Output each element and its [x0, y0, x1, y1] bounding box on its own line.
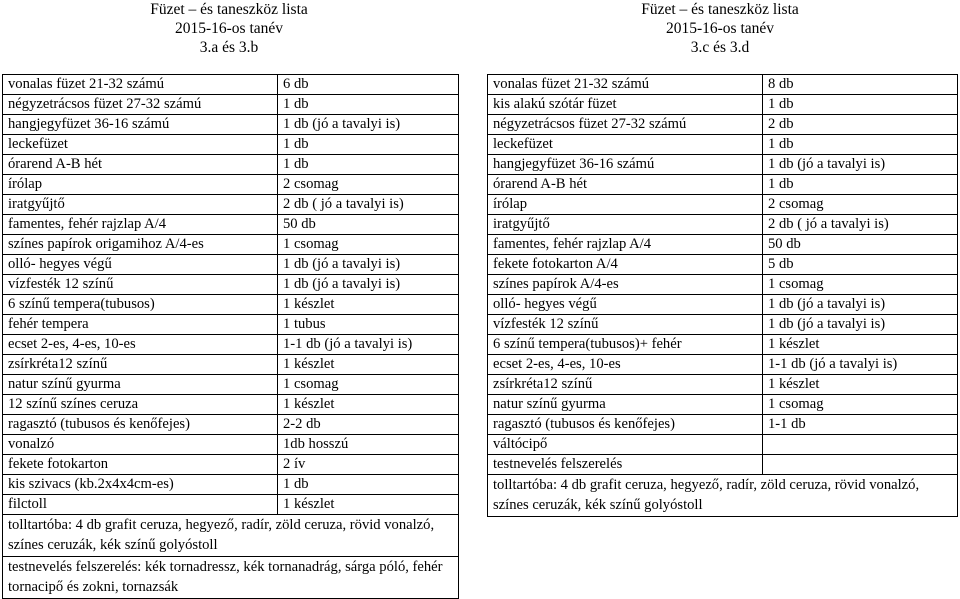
table-row — [3, 335, 459, 355]
table-row — [488, 235, 958, 255]
item-quantity: 1 készlet — [278, 295, 459, 315]
item-quantity: 1 db — [278, 475, 459, 495]
item-quantity: 1 db (jó a tavalyi is) — [278, 115, 459, 135]
item-quantity: 50 db — [763, 235, 958, 255]
note-row — [488, 475, 958, 517]
item-quantity: 6 db — [278, 75, 459, 95]
note-row — [3, 515, 459, 557]
table-row — [488, 375, 958, 395]
item-name: vonalas füzet 21-32 számú — [3, 75, 278, 95]
item-name: famentes, fehér rajzlap A/4 — [488, 235, 763, 255]
item-quantity: 1 db — [763, 175, 958, 195]
item-name: váltócipő — [488, 435, 763, 455]
table-row — [488, 355, 958, 375]
item-name: ragasztó (tubusos és kenőfejes) — [3, 415, 278, 435]
item-name: natur színű gyurma — [3, 375, 278, 395]
table-row — [3, 275, 459, 295]
item-quantity: 8 db — [763, 75, 958, 95]
item-name: ecset 2-es, 4-es, 10-es — [488, 355, 763, 375]
item-name: iratgyűjtő — [3, 195, 278, 215]
table-row — [3, 375, 459, 395]
table-row — [488, 175, 958, 195]
item-quantity — [763, 435, 958, 455]
left-list-header — [0, 0, 458, 57]
item-name: fekete fotokarton — [3, 455, 278, 475]
table-row — [3, 295, 459, 315]
item-quantity: 1 csomag — [763, 275, 958, 295]
item-name: fekete fotokarton A/4 — [488, 255, 763, 275]
item-quantity: 1 db (jó a tavalyi is) — [278, 275, 459, 295]
item-quantity: 2 db — [763, 115, 958, 135]
table-row — [488, 315, 958, 335]
item-name: olló- hegyes végű — [488, 295, 763, 315]
item-name: testnevelés felszerelés — [488, 455, 763, 475]
table-row — [488, 395, 958, 415]
item-quantity: 1 db (jó a tavalyi is) — [763, 295, 958, 315]
table-row — [3, 455, 459, 475]
item-quantity: 2 ív — [278, 455, 459, 475]
table-row — [3, 415, 459, 435]
table-row — [3, 115, 459, 135]
table-row — [488, 275, 958, 295]
left-header-year: 2015-16-os tanév — [174, 20, 284, 37]
table-row — [3, 215, 459, 235]
item-name: vízfesték 12 színű — [3, 275, 278, 295]
item-name: kis szivacs (kb.2x4x4cm-es) — [3, 475, 278, 495]
table-row — [3, 235, 459, 255]
item-quantity: 50 db — [278, 215, 459, 235]
item-quantity: 1 db — [763, 95, 958, 115]
table-row — [3, 495, 459, 515]
table-row — [3, 355, 459, 375]
item-quantity: 1 db — [278, 95, 459, 115]
item-name: 6 színű tempera(tubusos) — [3, 295, 278, 315]
left-supply-table — [2, 74, 459, 599]
right-header-classes: 3.c és 3.d — [690, 39, 750, 56]
item-name: fehér tempera — [3, 315, 278, 335]
item-name: órarend A-B hét — [3, 155, 278, 175]
right-header-year: 2015-16-os tanév — [665, 20, 775, 37]
item-quantity: 5 db — [763, 255, 958, 275]
item-name: natur színű gyurma — [488, 395, 763, 415]
item-quantity: 2 csomag — [278, 175, 459, 195]
item-name: színes papírok origamihoz A/4-es — [3, 235, 278, 255]
note-row — [3, 557, 459, 599]
item-quantity: 1 db (jó a tavalyi is) — [763, 315, 958, 335]
item-quantity: 1 tubus — [278, 315, 459, 335]
item-name: zsírkréta12 színű — [3, 355, 278, 375]
item-name: írólap — [3, 175, 278, 195]
item-name: hangjegyfüzet 36-16 számú — [488, 155, 763, 175]
table-row — [488, 415, 958, 435]
table-row — [488, 435, 958, 455]
table-row — [3, 315, 459, 335]
item-name: leckefüzet — [3, 135, 278, 155]
table-row — [3, 255, 459, 275]
right-list-header — [480, 0, 960, 57]
item-name: ecset 2-es, 4-es, 10-es — [3, 335, 278, 355]
table-row — [3, 435, 459, 455]
note-text: tolltartóba: 4 db grafit ceruza, hegyező, radír, zöld ceruza, rövid vonalzó, színes ceruzák, kék színű golyóstoll — [3, 515, 459, 557]
item-name: 12 színű színes ceruza — [3, 395, 278, 415]
note-text: tolltartóba: 4 db grafit ceruza, hegyező, radír, zöld ceruza, rövid vonalzó, színes ceruzák, kék színű golyóstoll — [488, 475, 958, 517]
item-name: színes papírok A/4-es — [488, 275, 763, 295]
item-name: négyzetrácsos füzet 27-32 számú — [488, 115, 763, 135]
item-name: leckefüzet — [488, 135, 763, 155]
table-row — [3, 75, 459, 95]
item-name: iratgyűjtő — [488, 215, 763, 235]
item-quantity: 1 készlet — [278, 395, 459, 415]
note-text: testnevelés felszerelés: kék tornadressz, kék tornanadrág, sárga póló, fehér tornacipő és zokni, tornazsák — [3, 557, 459, 599]
item-quantity — [763, 455, 958, 475]
left-header-classes: 3.a és 3.b — [199, 39, 259, 56]
item-quantity: 1-1 db (jó a tavalyi is) — [278, 335, 459, 355]
right-supply-table — [487, 74, 958, 517]
item-quantity: 1 db (jó a tavalyi is) — [763, 155, 958, 175]
item-quantity: 1 db — [278, 155, 459, 175]
table-row — [3, 135, 459, 155]
table-row — [488, 295, 958, 315]
item-name: írólap — [488, 195, 763, 215]
item-name: 6 színű tempera(tubusos)+ fehér — [488, 335, 763, 355]
item-quantity: 2 db ( jó a tavalyi is) — [763, 215, 958, 235]
right-header-title: Füzet – és taneszköz lista — [641, 1, 799, 18]
item-quantity: 1 db — [763, 135, 958, 155]
table-row — [488, 335, 958, 355]
item-name: vonalzó — [3, 435, 278, 455]
item-quantity: 1 készlet — [763, 335, 958, 355]
item-name: órarend A-B hét — [488, 175, 763, 195]
item-name: hangjegyfüzet 36-16 számú — [3, 115, 278, 135]
item-quantity: 1 csomag — [278, 235, 459, 255]
table-row — [3, 195, 459, 215]
item-quantity: 1 db — [278, 135, 459, 155]
item-quantity: 1db hosszú — [278, 435, 459, 455]
item-quantity: 1 db (jó a tavalyi is) — [278, 255, 459, 275]
item-name: famentes, fehér rajzlap A/4 — [3, 215, 278, 235]
table-row — [488, 455, 958, 475]
left-header-title: Füzet – és taneszköz lista — [150, 1, 308, 18]
item-name: ragasztó (tubusos és kenőfejes) — [488, 415, 763, 435]
table-row — [488, 155, 958, 175]
item-name: vízfesték 12 színű — [488, 315, 763, 335]
item-name: olló- hegyes végű — [3, 255, 278, 275]
table-row — [488, 115, 958, 135]
table-row — [488, 135, 958, 155]
table-row — [3, 175, 459, 195]
item-name: kis alakú szótár füzet — [488, 95, 763, 115]
table-row — [488, 255, 958, 275]
item-quantity: 2-2 db — [278, 415, 459, 435]
table-row — [488, 215, 958, 235]
item-quantity: 1 készlet — [763, 375, 958, 395]
table-row — [3, 95, 459, 115]
table-row — [488, 75, 958, 95]
table-row — [3, 395, 459, 415]
item-name: vonalas füzet 21-32 számú — [488, 75, 763, 95]
table-row — [3, 155, 459, 175]
item-quantity: 1 készlet — [278, 495, 459, 515]
item-quantity: 2 db ( jó a tavalyi is) — [278, 195, 459, 215]
item-quantity: 1 csomag — [278, 375, 459, 395]
item-quantity: 1 készlet — [278, 355, 459, 375]
table-row — [488, 95, 958, 115]
item-name: zsírkréta12 színű — [488, 375, 763, 395]
item-quantity: 1 csomag — [763, 395, 958, 415]
table-row — [3, 475, 459, 495]
item-name: négyzetrácsos füzet 27-32 számú — [3, 95, 278, 115]
item-quantity: 1-1 db — [763, 415, 958, 435]
item-name: filctoll — [3, 495, 278, 515]
item-quantity: 2 csomag — [763, 195, 958, 215]
item-quantity: 1-1 db (jó a tavalyi is) — [763, 355, 958, 375]
table-row — [488, 195, 958, 215]
